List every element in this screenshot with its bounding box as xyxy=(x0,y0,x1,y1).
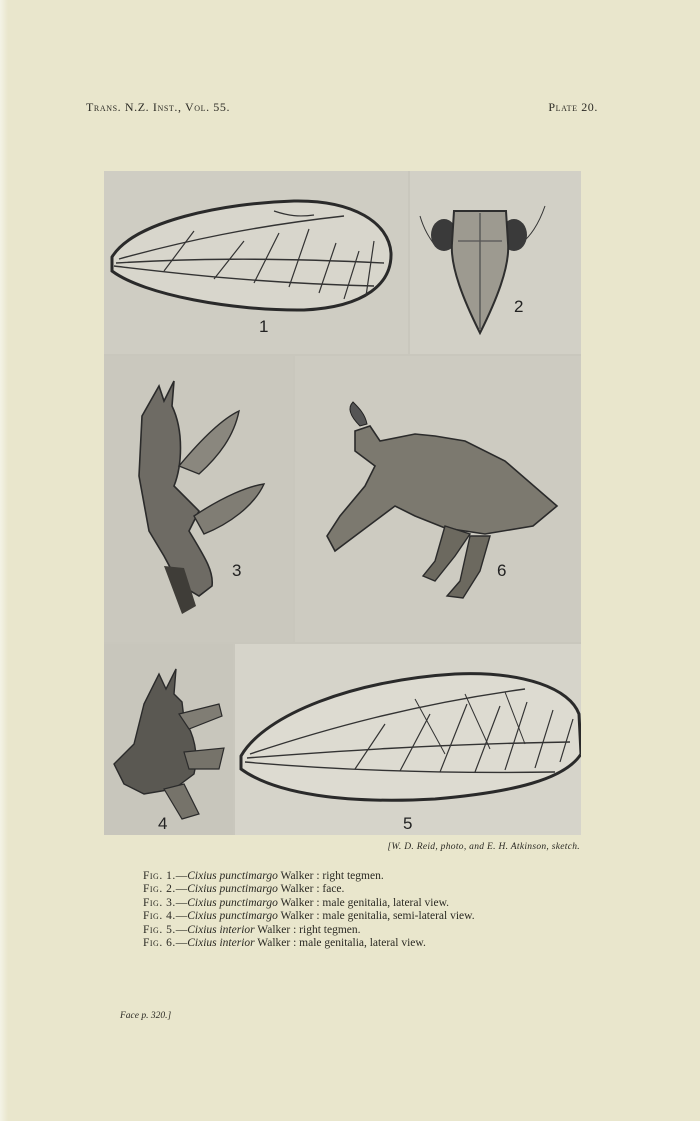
caption-author: Walker xyxy=(257,923,291,936)
caption-species: Cixius punctimargo xyxy=(187,896,278,909)
tegmen-illustration xyxy=(235,644,581,835)
caption-author: Walker xyxy=(257,937,291,950)
genitalia-illustration xyxy=(295,356,581,642)
photo-plate xyxy=(104,171,581,835)
figure-number: 5 xyxy=(403,814,413,833)
caption-description: male genitalia, lateral view. xyxy=(299,937,426,950)
journal-header: Trans. N.Z. Inst., Vol. 55. xyxy=(86,100,231,114)
caption-description: male genitalia, lateral view. xyxy=(322,896,450,909)
caption-fig-label: Fig. 4. xyxy=(143,910,176,923)
photo-credit: [W. D. Reid, photo, and E. H. Atkinson, sketch. xyxy=(387,842,580,852)
page-edge xyxy=(0,0,8,1121)
caption-description: right tegmen. xyxy=(299,923,361,936)
plate-number: Plate 20. xyxy=(548,100,598,114)
caption-species: Cixius punctimargo xyxy=(187,910,278,923)
caption-author: Walker xyxy=(280,910,314,923)
caption-line: Fig. 6.—Cixius interior Walker : male genitalia, lateral view. xyxy=(143,937,426,950)
genitalia-illustration xyxy=(104,644,233,835)
caption-description: face. xyxy=(322,883,345,896)
figure-4-panel xyxy=(104,644,233,835)
caption-fig-label: Fig. 2. xyxy=(143,883,176,896)
caption-fig-label: Fig. 5. xyxy=(143,923,176,936)
caption-species: Cixius interior xyxy=(187,923,255,936)
caption-species: Cixius punctimargo xyxy=(187,883,278,896)
caption-line: Fig. 4.—Cixius punctimargo Walker : male genitalia, semi-lateral view. xyxy=(143,910,475,923)
figure-5-panel xyxy=(235,644,581,835)
figure-captions xyxy=(143,870,603,950)
caption-species: Cixius interior xyxy=(187,937,255,950)
caption-species: Cixius punctimargo xyxy=(187,870,278,882)
figure-number: 1 xyxy=(259,317,269,336)
tegmen-illustration xyxy=(104,171,408,354)
figure-3-panel xyxy=(104,356,293,642)
caption-line: Fig. 2.—Cixius punctimargo Walker : face. xyxy=(143,883,345,896)
facing-page-note: Face p. 320.] xyxy=(120,1011,172,1021)
figure-number: 3 xyxy=(232,561,242,580)
caption-line: Fig. 3.—Cixius punctimargo Walker : male genitalia, lateral view. xyxy=(143,896,450,909)
caption-fig-label: Fig. 6. xyxy=(143,937,176,950)
figure-2-panel xyxy=(410,171,581,354)
face-illustration xyxy=(410,171,581,354)
caption-fig-label: Fig. 1. xyxy=(143,870,176,882)
figure-number: 2 xyxy=(514,297,524,316)
caption-line: Fig. 5.—Cixius interior Walker : right tegmen. xyxy=(143,923,361,936)
figure-number: 4 xyxy=(158,814,168,833)
caption-description: male genitalia, semi-lateral view. xyxy=(322,910,475,923)
caption-author: Walker xyxy=(280,883,314,896)
caption-author: Walker xyxy=(280,896,314,909)
caption-description: right tegmen. xyxy=(322,870,384,882)
caption-fig-label: Fig. 3. xyxy=(143,896,176,909)
caption-line: Fig. 1.—Cixius punctimargo Walker : right tegmen. xyxy=(143,870,384,882)
genitalia-illustration xyxy=(104,356,293,642)
figure-6-panel xyxy=(295,356,581,642)
caption-author: Walker xyxy=(280,870,314,882)
figure-number: 6 xyxy=(497,561,507,580)
figure-1-panel xyxy=(104,171,408,354)
